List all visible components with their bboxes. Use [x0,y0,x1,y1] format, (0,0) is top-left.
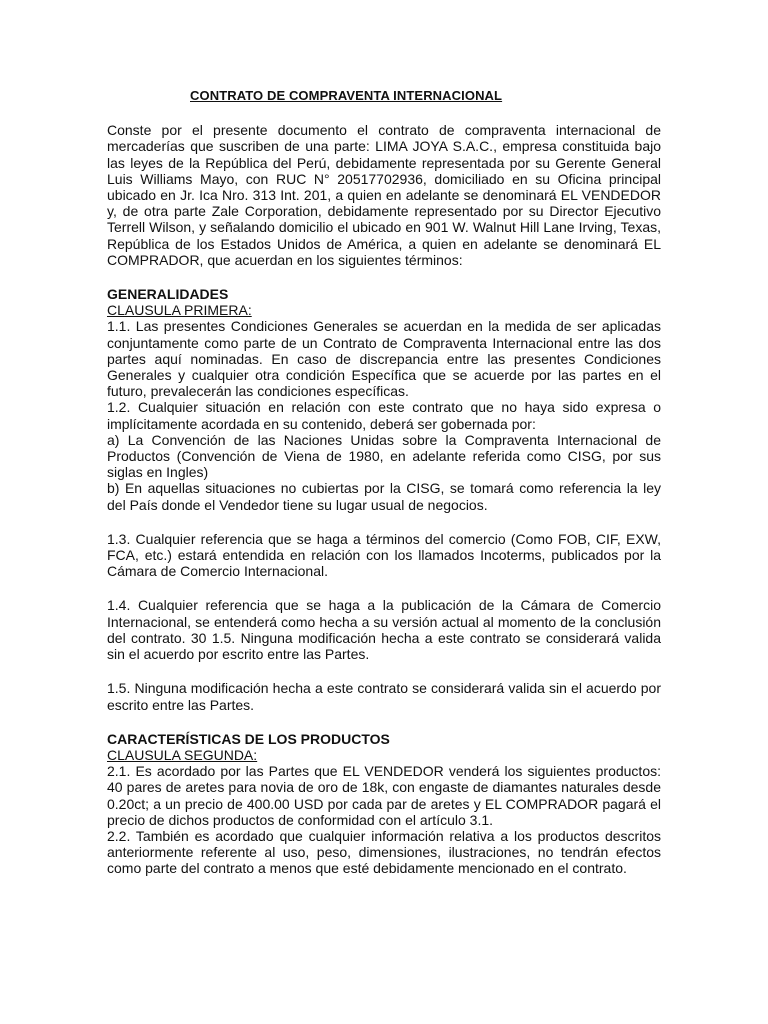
spacer [107,662,661,680]
clause-primera-label: CLAUSULA PRIMERA: [107,302,252,319]
paragraph-1-1: 1.1. Las presentes Condiciones Generales se acuerdan en la medida de ser aplicadas conjuntamente como parte de un Contrato de Compraventa Internacional entre las dos partes aquí nominadas. En caso de discrepancia entre las presentes Condiciones Generales y cualquier otra condición Específica que se acuerde por las partes en el futuro, prevalecerán las condiciones específicas. [107,318,661,400]
section-heading-caracteristicas: CARACTERÍSTICAS DE LOS PRODUCTOS [107,730,390,747]
clause-segunda-label: CLAUSULA SEGUNDA: [107,746,258,763]
intro-paragraph: Conste por el presente documento el contrato de compraventa internacional de mercaderías que suscriben de una parte: LIMA JOYA S.A.C., empresa constituida bajo las leyes de la República del Perú, debidamente representada por su Gerente General Luis Williams Mayo, con RUC N° 20517702936, domiciliado en su Oficina principal ubicado en Jr. Ica Nro. 313 Int. 201, a quien en adelante se denominará EL VENDEDOR y, de otra parte Zale Corporation, debidamente representado por su Director Ejecutivo Terrell Wilson, y señalando domicilio el ubicado en 901 W. Walnut Hill Lane Irving, Texas, República de los Estados Unidos de América, a quien en adelante se denominará EL COMPRADOR, que acuerdan en los siguientes términos: [107,122,661,268]
document-title: CONTRATO DE COMPRAVENTA INTERNACIONAL [190,88,503,103]
section-heading-generalidades: GENERALIDADES [107,286,229,303]
paragraph-2-2: 2.2. También es acordado que cualquier información relativa a los productos descritos anteriormente referente al uso, peso, dimensiones, ilustraciones, no tendrán efectos como parte del contrato a menos que esté debidamente mencionado en el contrato. [107,827,661,877]
paragraph-1-2: 1.2. Cualquier situación en relación con este contrato que no haya sido expresa o implícitamente acordada en su contenido, deberá ser gobernada por: [107,399,661,432]
spacer [107,579,661,597]
paragraph-1-2-b: b) En aquellas situaciones no cubiertas por la CISG, se tomará como referencia la ley del País donde el Vendedor tiene su lugar usual de negocios. [107,480,661,513]
spacer [107,268,661,286]
paragraph-1-5: 1.5. Ninguna modificación hecha a este contrato se considerará valida sin el acuerdo por escrito entre las Partes. [107,680,661,713]
paragraph-1-2-a: a) La Convención de las Naciones Unidas sobre la Compraventa Internacional de Productos (Convención de Viena de 1980, en adelante referida como CISG, por sus siglas en Ingles) [107,431,661,481]
paragraph-1-4: 1.4. Cualquier referencia que se haga a la publicación de la Cámara de Comercio Internacional, se entenderá como hecha a su versión actual al momento de la conclusión del contrato. 30 1.5. Ninguna modificación hecha a este contrato se considerará valida sin el acuerdo por escrito entre las Partes. [107,597,661,663]
spacer [107,513,661,531]
paragraph-1-3: 1.3. Cualquier referencia que se haga a términos del comercio (Como FOB, CIF, EXW, FCA, etc.) estará entendida en relación con los llamados Incoterms, publicados por la Cámara de Comercio Internacional. [107,530,661,580]
paragraph-2-1: 2.1. Es acordado por las Partes que EL VENDEDOR venderá los siguientes productos: 40 pares de aretes para novia de oro de 18k, con engaste de diamantes naturales desde 0.20ct; a un precio de 400.00 USD por cada par de aretes y EL COMPRADOR pagará el precio de dichos productos de conformidad con el artículo 3.1. [107,763,661,828]
spacer [107,713,661,731]
document-page [107,88,661,877]
